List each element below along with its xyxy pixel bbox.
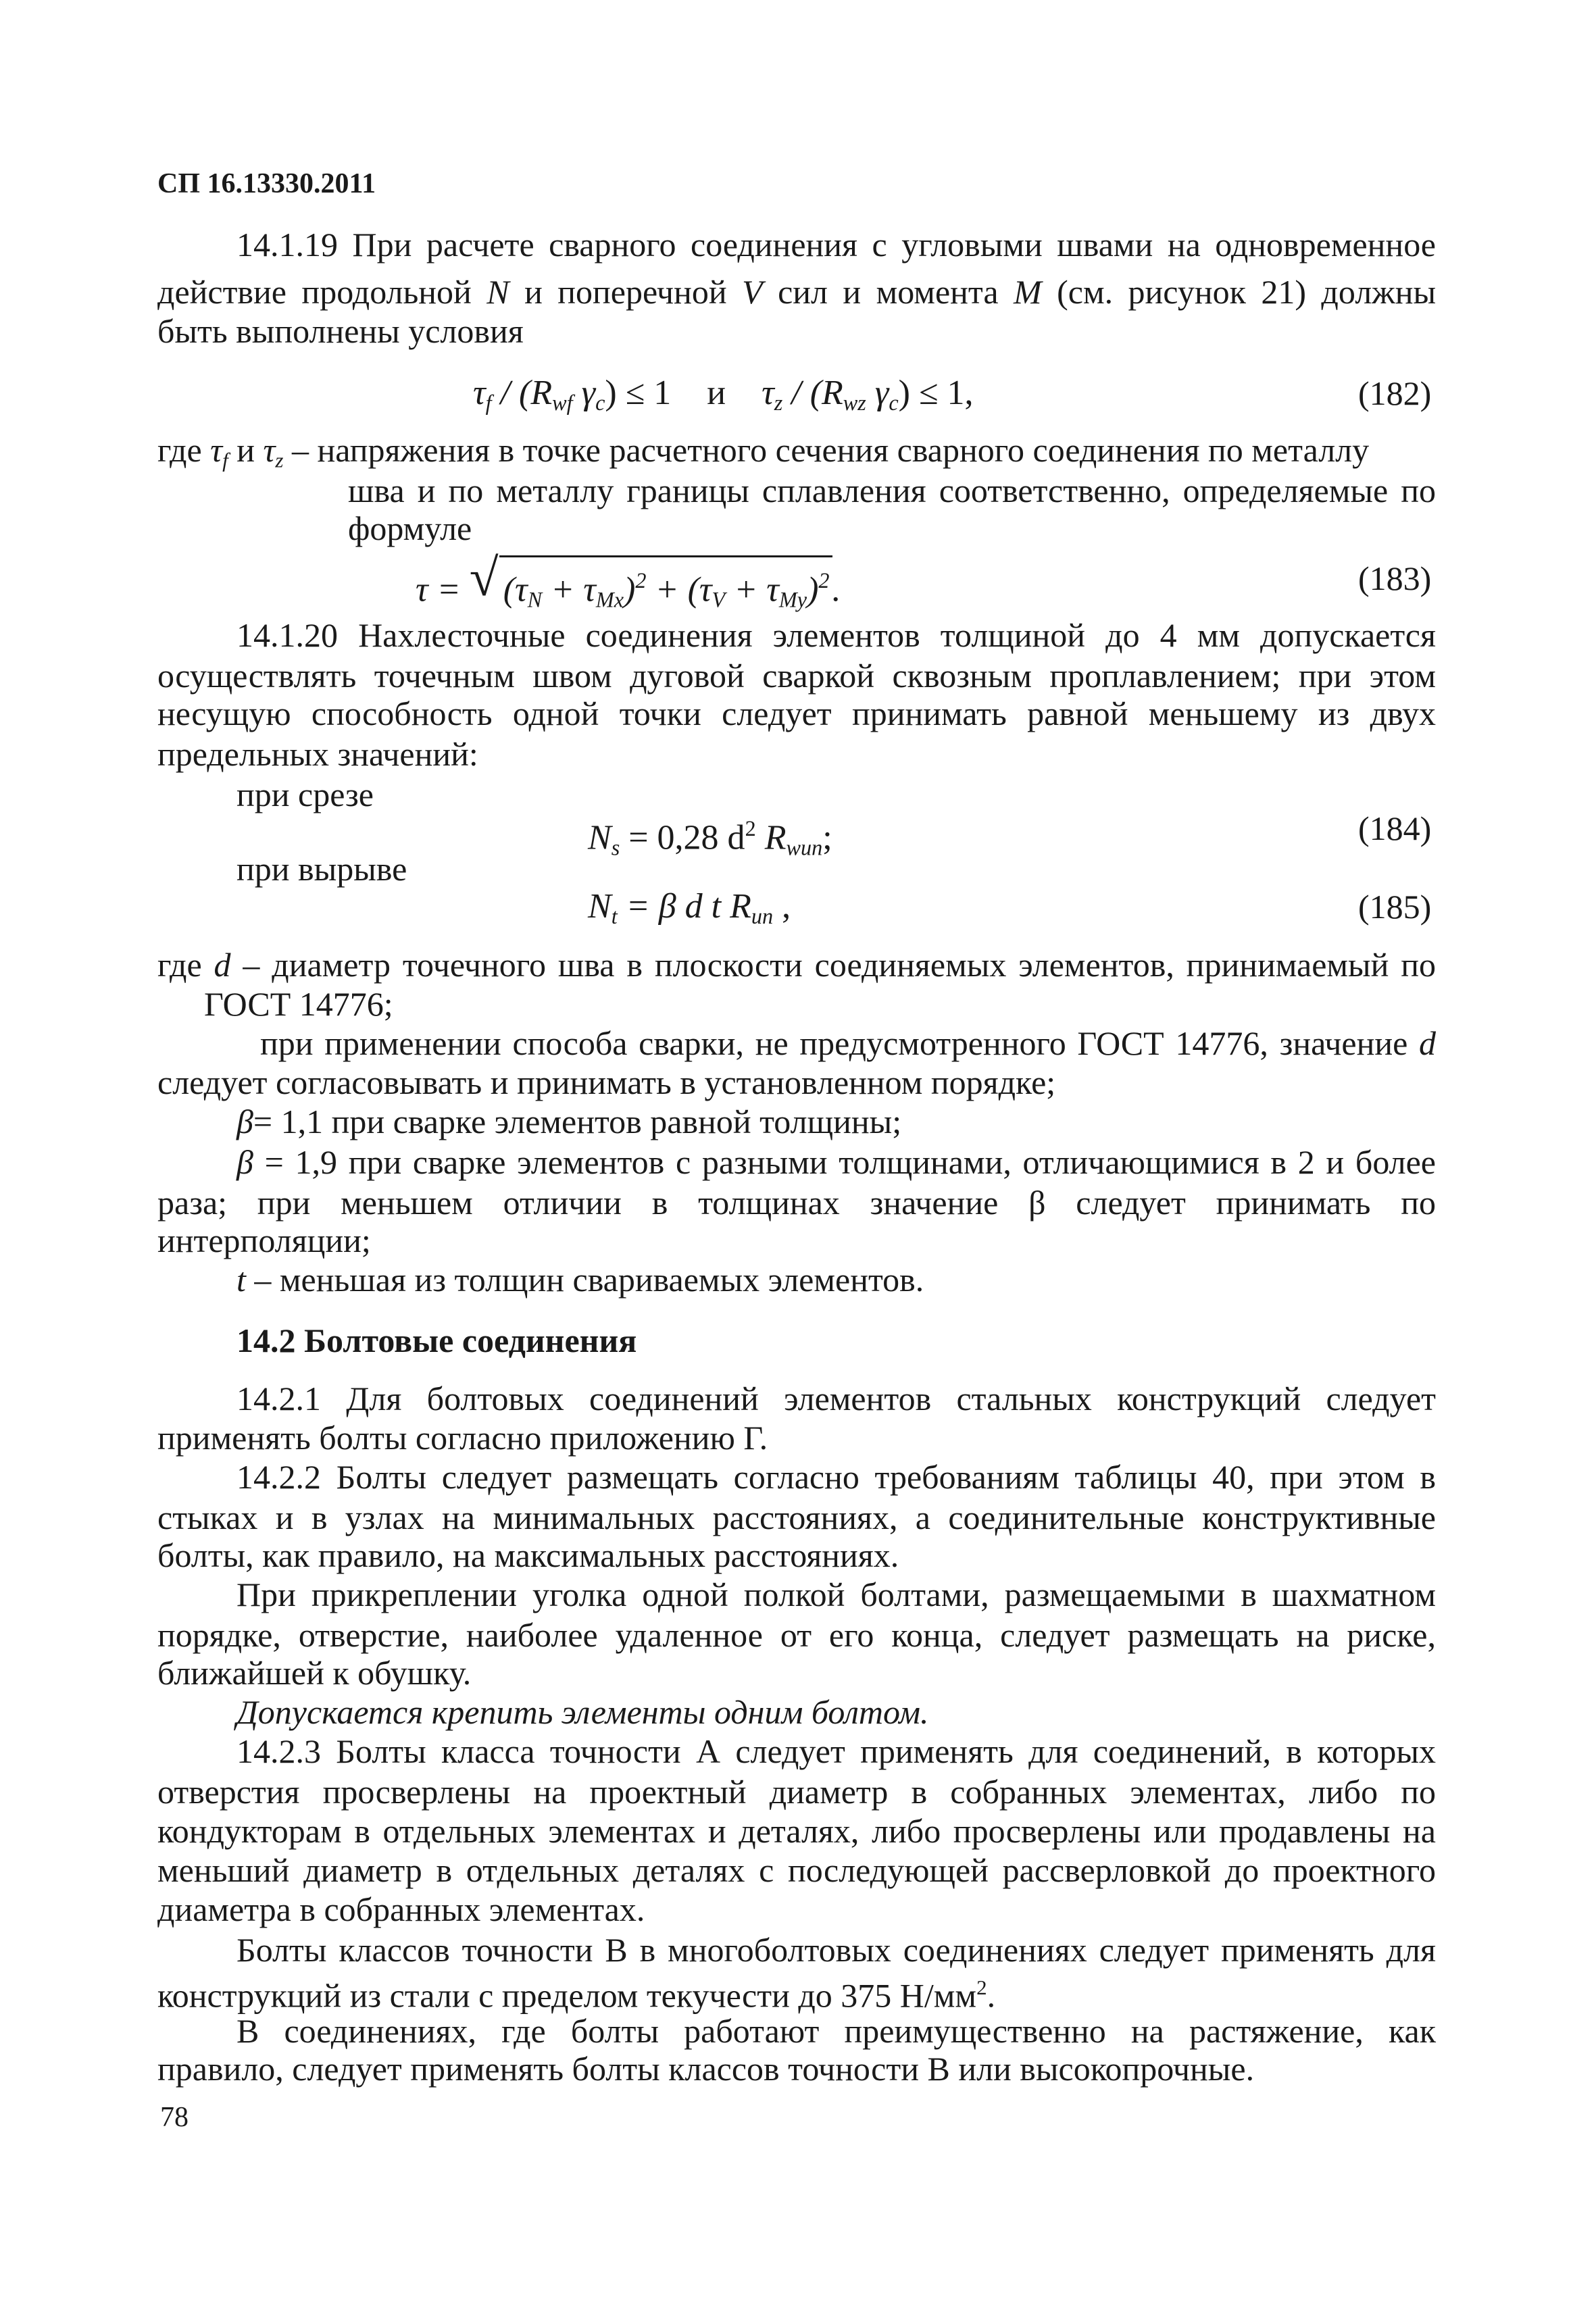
section-heading-14-2: 14.2 Болтовые соединения [236, 1322, 637, 1359]
paragraph-14-2-3-line-5: диаметра в собранных элементах. [157, 1890, 645, 1928]
paragraph-14-2-1-line-2: применять болты согласно приложению Г. [157, 1419, 768, 1457]
formula-183: τ = √ $(\tau_N + \tau_{Mx})^2 + (\tau_V + \tau_{My})^2$. [416, 555, 841, 620]
formula-185-number: (185) [1358, 888, 1432, 926]
paragraph-14-1-20-line-4: предельных значений: [157, 735, 478, 773]
paragraph-bolt-angle-line-2: порядке, отверстие, наиболее удаленное от его конца, следует размещать на риске, [157, 1616, 1436, 1654]
paragraph-bolt-angle-line-3: ближайшей к обушку. [157, 1654, 472, 1692]
paragraph-14-2-3-line-3: кондукторам в отдельных элементах и деталях, либо просверлены или продавлены на [157, 1812, 1436, 1850]
where-tau-definition-line-2: шва и по металлу границы сплавления соответственно, определяемые по [348, 472, 1436, 509]
formula-185: $N_t = \beta$ d t $R_{un}$ , [588, 887, 791, 929]
paragraph-14-1-19-line-3: быть выполнены условия [157, 312, 524, 350]
formula-183-number: (183) [1358, 559, 1432, 597]
formula-184-number: (184) [1358, 809, 1432, 847]
paragraph-class-b-line-2: конструкций из стали с пределом текучести до 375 $Н/мм^2$. [157, 1976, 996, 2015]
paragraph-bolt-angle-line-1: При прикреплении уголка одной полкой болтами, размещаемыми в шахматном [236, 1576, 1436, 1613]
formula-184-label: при срезе [236, 776, 374, 813]
paragraph-14-1-20-line-2: осуществлять точечным швом дуговой сваркой сквозным проплавлением; при этом [157, 657, 1436, 695]
formula-185-label: при вырыве [236, 850, 407, 888]
square-root: √ $(\tau_N + \tau_{Mx})^2 + (\tau_V + \tau_{My})^2$. [470, 555, 841, 620]
where-tau-definition-line-1: где $\tau_f$ и $\tau_z$ – напряжения в точке расчетного сечения сварного соединения по металлу [157, 431, 1370, 472]
paragraph-14-2-1-line-1: 14.2.1 Для болтовых соединений элементов стальных конструкций следует [236, 1380, 1436, 1417]
where-d-line-2: ГОСТ 14776; [204, 985, 393, 1023]
paragraph-14-1-20-line-3: несущую способность одной точки следует принимать равной меньшему из двух [157, 695, 1436, 732]
where-d-line-1: где d – диаметр точечного шва в плоскости соединяемых элементов, принимаемый по [157, 946, 1437, 984]
paragraph-single-bolt: Допускается крепить элементы одним болтом. [236, 1693, 929, 1731]
where-t-line: t – меньшая из толщин свариваемых элементов. [236, 1261, 924, 1299]
page-number: 78 [160, 2102, 189, 2133]
where-d-line-4: следует согласовывать и принимать в установленном порядке; [157, 1063, 1056, 1101]
beta-1-9-line-2: раза; при меньшем отличии в толщинах значение β следует принимать по [157, 1184, 1436, 1222]
paragraph-tension-line-1: В соединениях, где болты работают преимущественно на растяжение, как [236, 2012, 1436, 2050]
paragraph-14-1-19-line-1: 14.1.19 При расчете сварного соединения с угловыми швами на одновременное [236, 226, 1436, 263]
paragraph-14-1-19-line-2: действие продольной N и поперечной V сил и момента M (см. рисунок 21) должны [157, 273, 1437, 311]
where-d-line-3: при применении способа сварки, не предусмотренного ГОСТ 14776, значение d [260, 1024, 1437, 1062]
paragraph-tension-line-2: правило, следует применять болты классов точности В или высокопрочные. [157, 2050, 1255, 2088]
paragraph-14-2-2-line-3: болты, как правило, на максимальных расстояниях. [157, 1536, 899, 1574]
paragraph-14-2-3-line-2: отверстия просверлены на проектный диаметр в собранных элементах, либо по [157, 1773, 1436, 1811]
beta-1-9-line-3: интерполяции; [157, 1222, 371, 1259]
paragraph-14-2-3-line-1: 14.2.3 Болты класса точности А следует применять для соединений, в которых [236, 1732, 1436, 1770]
where-tau-definition-line-3: формуле [348, 509, 472, 547]
formula-182: $\tau_f / (R_{wf}$ $\gamma_c) \le 1$ и $\tau_z / (R_{wz}$ $\gamma_c) \le 1$, [473, 374, 974, 416]
paragraph-14-2-2-line-2: стыках и в узлах на минимальных расстояниях, а соединительные конструктивные [157, 1499, 1436, 1536]
beta-1-9-line-1: β = 1,9 при сварке элементов с разными толщинами, отличающимися в 2 и более [236, 1143, 1436, 1181]
paragraph-14-2-3-line-4: меньший диаметр в отдельных деталях с последующей рассверловкой до проектного [157, 1851, 1436, 1889]
document-code-header: СП 16.13330.2011 [157, 168, 376, 199]
paragraph-14-1-20-line-1: 14.1.20 Нахлесточные соединения элементов толщиной до 4 мм допускается [236, 616, 1436, 654]
paragraph-14-2-2-line-1: 14.2.2 Болты следует размещать согласно требованиям таблицы 40, при этом в [236, 1458, 1436, 1496]
formula-184: $N_s = 0,28$ $d^2$ $R_{wun}$; [588, 816, 832, 860]
beta-1-1-line: β= 1,1 при сварке элементов равной толщины; [236, 1103, 902, 1140]
paragraph-class-b-line-1: Болты классов точности В в многоболтовых соединениях следует применять для [236, 1931, 1436, 1969]
formula-182-number: (182) [1358, 374, 1432, 412]
